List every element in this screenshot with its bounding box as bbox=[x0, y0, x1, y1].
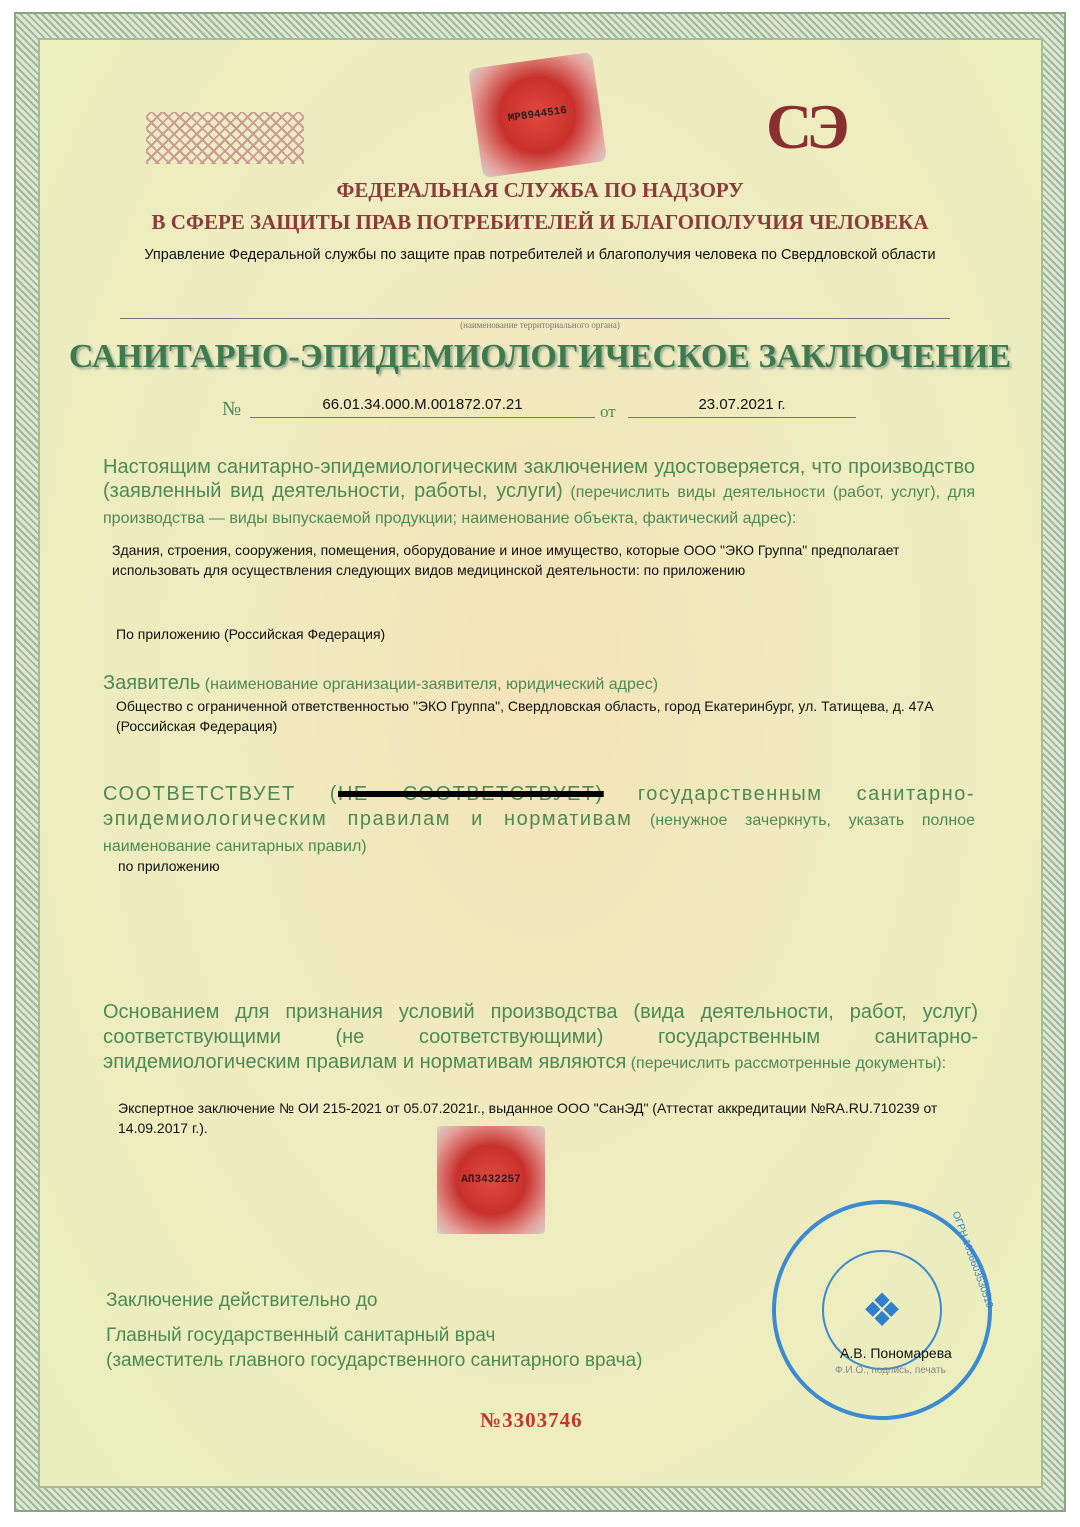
basis-hint: (перечислить рассмотренные документы): bbox=[626, 1055, 947, 1072]
signer-name: А.В. Пономарева bbox=[840, 1345, 952, 1361]
official-deputy: (заместитель главного государственного санитарного врача) bbox=[106, 1350, 643, 1371]
seal-ogrn: ОГРН 1056603530510 bbox=[949, 1210, 995, 1310]
intro-text bbox=[103, 455, 975, 531]
hologram-number: АП3432257 bbox=[461, 1174, 521, 1186]
struck-nonconformity: НЕ СООТВЕТСТВУЕТ) bbox=[337, 783, 604, 805]
serial-number: №3303746 bbox=[480, 1408, 583, 1432]
conformity-hint: (ненужное зачеркнуть, указать полное наименование санитарных правил) bbox=[103, 812, 975, 855]
header-line2: В СФЕРЕ ЗАЩИТЫ ПРАВ ПОТРЕБИТЕЛЕЙ И БЛАГОПОЛУЧИЯ ЧЕЛОВЕКА bbox=[151, 210, 929, 234]
valid-until: Заключение действительно до bbox=[106, 1290, 378, 1311]
intro-main: Настоящим санитарно-эпидемиологическим заключением удостоверяется, что производство (заявленный вид деятельности, работы, услуги) bbox=[103, 456, 975, 502]
signer-caption: Ф.И.О., подпись, печать bbox=[835, 1365, 946, 1376]
applicant-value: Общество с ограниченной ответственностью "ЭКО Группа", Свердловская область, город Екатеринбург, ул. Татищева, д. 47А (Российская Федерация) bbox=[116, 698, 934, 734]
certificate-number: 66.01.34.000.М.001872.07.21 bbox=[250, 396, 595, 418]
authority-caption: (наименование территориального органа) bbox=[460, 320, 620, 330]
document-title: САНИТАРНО-ЭПИДЕМИОЛОГИЧЕСКОЕ ЗАКЛЮЧЕНИЕ bbox=[68, 338, 1012, 375]
conformity-main: государственным санитарно-эпидемиологическим правилам и нормативам bbox=[103, 783, 975, 830]
official-title: Главный государственный санитарный врач bbox=[106, 1325, 496, 1346]
applicant-hint: (наименование организации-заявителя, юридический адрес) bbox=[200, 676, 659, 693]
hologram-number: MP8944516 bbox=[507, 104, 568, 126]
date-label: от bbox=[600, 402, 616, 421]
territorial-authority: Управление Федеральной службы по защите прав потребителей и благополучия человека по Свердловской области bbox=[144, 247, 936, 263]
object-address: По приложению (Российская Федерация) bbox=[116, 626, 386, 642]
activity-description: Здания, строения, сооружения, помещения, оборудование и иное имущество, которые ООО "ЭКО Группа" предполагает использовать для осуществления следующих видов медицинской деятельности: по приложению bbox=[112, 542, 900, 578]
applicant-heading bbox=[103, 672, 658, 695]
basis-text bbox=[103, 1000, 978, 1076]
applicant-label: Заявитель bbox=[103, 672, 201, 694]
number-label: № bbox=[222, 398, 242, 420]
intro-hint: (перечислить виды деятельности (работ, услуг), для производства — виды выпускаемой продукции; наименование объекта, фактический адрес): bbox=[103, 484, 975, 527]
basis-value: Экспертное заключение № ОИ 215-2021 от 05.07.2021г., выданное ООО "СанЭД" (Аттестат аккредитации №RA.RU.710239 от 14.09.2017 г.). bbox=[118, 1100, 938, 1136]
conformity-text bbox=[103, 782, 975, 859]
header-line1: ФЕДЕРАЛЬНАЯ СЛУЖБА ПО НАДЗОРУ bbox=[336, 178, 744, 202]
se-logo: СЭ bbox=[766, 91, 844, 162]
divider bbox=[120, 318, 950, 319]
ornament-pattern bbox=[146, 112, 304, 164]
conformity-status: СООТВЕТСТВУЕТ ( bbox=[103, 783, 338, 805]
certificate-date: 23.07.2021 г. bbox=[628, 396, 856, 418]
conformity-value: по приложению bbox=[118, 858, 220, 874]
basis-main: Основанием для признания условий производства (вида деятельности, работ, услуг) соответствующими (не соответствующими) государственным санитарно-эпидемиологическим правилам и нормативам являются bbox=[103, 1001, 978, 1073]
hologram-sticker-top bbox=[468, 52, 607, 178]
eagle-emblem-icon: ❖ bbox=[822, 1250, 942, 1370]
hologram-sticker-bottom bbox=[437, 1126, 545, 1234]
